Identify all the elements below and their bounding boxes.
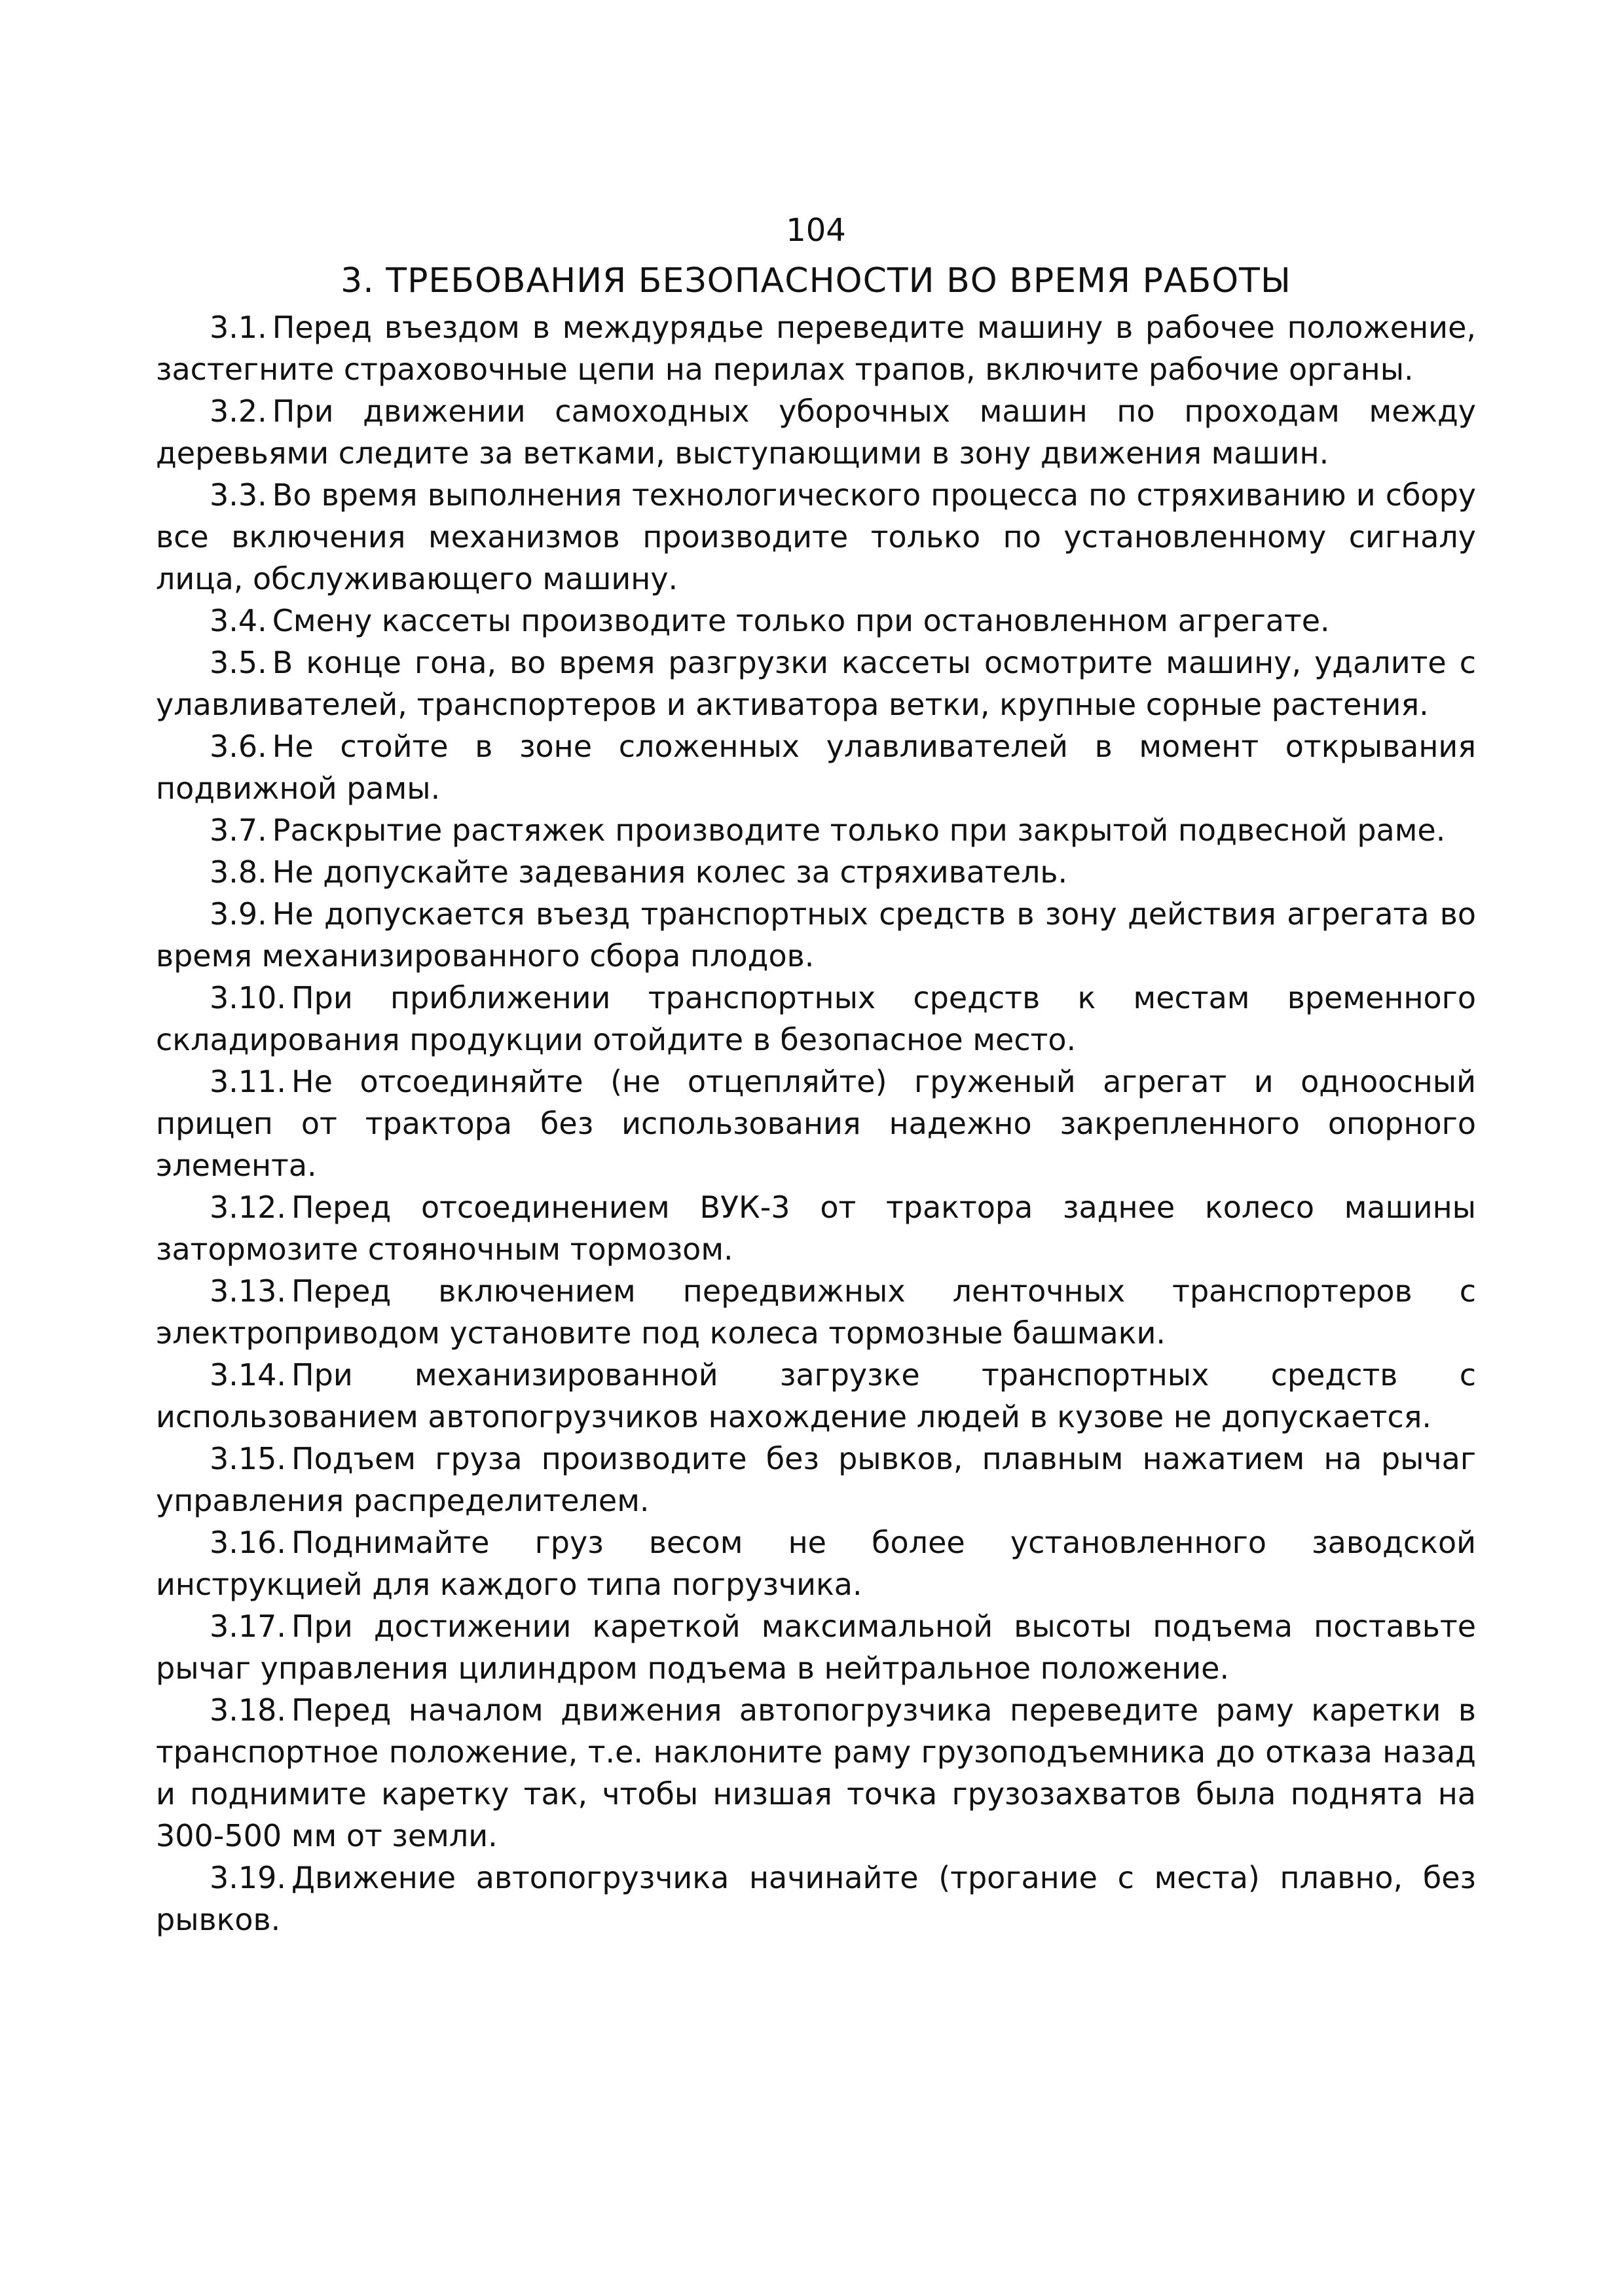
- paragraph-text: Перед началом движения автопогрузчика переведите раму каретки в транспортное положение, т.е. наклоните раму грузоподъемника до отказа назад и поднимите каретку так, чтобы низшая точка грузозахватов была поднята на 300-500 мм от земли.: [156, 1692, 1476, 1853]
- paragraph-number: 3.4.: [210, 603, 267, 638]
- paragraph-number: 3.19.: [210, 1860, 287, 1895]
- paragraph: [156, 1354, 1476, 1438]
- paragraph-number: 3.6.: [210, 729, 267, 764]
- paragraph-text: Смену кассеты производите только при остановленном агрегате.: [272, 603, 1330, 638]
- paragraph-number: 3.12.: [210, 1190, 287, 1225]
- paragraph-number: 3.1.: [210, 310, 267, 345]
- paragraph: [156, 306, 1476, 390]
- paragraph: [156, 1061, 1476, 1186]
- paragraph: [156, 390, 1476, 474]
- paragraph-number: 3.8.: [210, 854, 267, 890]
- paragraph: [156, 851, 1476, 893]
- paragraph-number: 3.11.: [210, 1064, 287, 1099]
- paragraph-text: Перед включением передвижных ленточных транспортеров с электроприводом установите под колеса тормозные башмаки.: [156, 1273, 1476, 1351]
- paragraph: [156, 1689, 1476, 1857]
- paragraph-text: Подъем груза производите без рывков, плавным нажатием на рычаг управления распределителем.: [156, 1441, 1476, 1518]
- paragraph: [156, 1270, 1476, 1354]
- section-title: 3. ТРЕБОВАНИЯ БЕЗОПАСНОСТИ ВО ВРЕМЯ РАБОТЫ: [341, 261, 1291, 301]
- paragraph-text: Раскрытие растяжек производите только при закрытой подвесной раме.: [272, 812, 1446, 848]
- paragraph: [156, 600, 1476, 642]
- paragraph: [156, 642, 1476, 725]
- paragraph-number: 3.9.: [210, 896, 267, 932]
- paragraph-number: 3.17.: [210, 1609, 287, 1644]
- paragraph-text: Поднимайте груз весом не более установленного заводской инструкцией для каждого типа погрузчика.: [156, 1525, 1476, 1602]
- paragraph-number: 3.5.: [210, 645, 267, 680]
- paragraph-text: Не отсоединяйте (не отцепляйте) груженый агрегат и одноосный прицеп от трактора без использования надежно закрепленного опорного элемента.: [156, 1064, 1476, 1183]
- paragraph-number: 3.18.: [210, 1692, 287, 1728]
- paragraph-text: Не стойте в зоне сложенных улавливателей в момент открывания подвижной рамы.: [156, 729, 1476, 806]
- paragraph-text: Во время выполнения технологического процесса по стряхиванию и сбору все включения механизмов производите только по установленному сигналу лица, обслуживающего машину.: [156, 477, 1476, 596]
- paragraph-number: 3.2.: [210, 393, 267, 429]
- paragraph: [156, 977, 1476, 1061]
- paragraph-text: При движении самоходных уборочных машин по проходам между деревьями следите за ветками, выступающими в зону движения машин.: [156, 393, 1476, 471]
- paragraph: [156, 1438, 1476, 1522]
- paragraph-number: 3.15.: [210, 1441, 287, 1476]
- paragraph: [156, 725, 1476, 809]
- paragraph-text: При механизированной загрузке транспортных средств с использованием автопогрузчиков нахождение людей в кузове не допускается.: [156, 1357, 1476, 1434]
- paragraph-text: При достижении кареткой максимальной высоты подъема поставьте рычаг управления цилиндром подъема в нейтральное положение.: [156, 1609, 1476, 1686]
- paragraph-text: Движение автопогрузчика начинайте (трогание с места) плавно, без рывков.: [156, 1860, 1476, 1937]
- paragraph: [156, 893, 1476, 977]
- paragraph: [156, 809, 1476, 851]
- paragraph-text: Не допускайте задевания колес за стряхиватель.: [272, 854, 1068, 890]
- paragraph-number: 3.10.: [210, 980, 287, 1015]
- paragraph: [156, 474, 1476, 600]
- paragraph-number: 3.14.: [210, 1357, 287, 1393]
- paragraph-text: Не допускается въезд транспортных средств в зону действия агрегата во время механизированного сбора плодов.: [156, 896, 1476, 974]
- paragraph: [156, 1186, 1476, 1270]
- paragraph-text: Перед въездом в междурядье переведите машину в рабочее положение, застегните страховочные цепи на перилах трапов, включите рабочие органы.: [156, 310, 1476, 387]
- paragraph-number: 3.7.: [210, 812, 267, 848]
- paragraph-number: 3.13.: [210, 1273, 287, 1309]
- paragraph: [156, 1857, 1476, 1941]
- paragraph-text: При приближении транспортных средств к местам временного складирования продукции отойдите в безопасное место.: [156, 980, 1476, 1057]
- document-page: [156, 211, 1476, 1941]
- paragraph: [156, 1522, 1476, 1605]
- paragraph: [156, 1605, 1476, 1689]
- page-number: 104: [786, 212, 846, 249]
- paragraph-text: Перед отсоединением ВУК-3 от трактора заднее колесо машины затормозите стояночным тормозом.: [156, 1190, 1476, 1267]
- paragraph-number: 3.16.: [210, 1525, 287, 1560]
- paragraph-number: 3.3.: [210, 477, 267, 513]
- paragraph-text: В конце гона, во время разгрузки кассеты осмотрите машину, удалите с улавливателей, транспортеров и активатора ветки, крупные сорные растения.: [156, 645, 1476, 722]
